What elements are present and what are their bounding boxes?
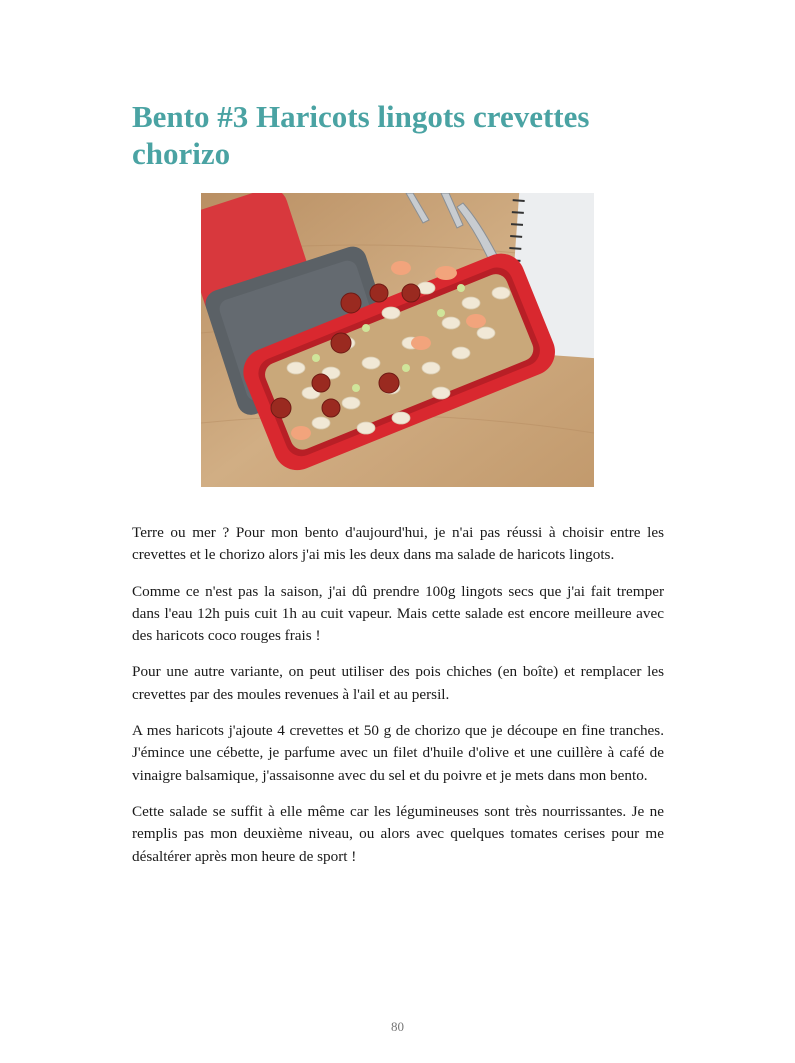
paragraph: Terre ou mer ? Pour mon bento d'aujourd'hui, je n'ai pas réussi à choisir entre les crevettes et le chorizo alors j'ai mis les deux dans ma salade de haricots lingots. xyxy=(132,524,664,564)
paragraph: Comme ce n'est pas la saison, j'ai dû prendre 100g lingots secs que j'ai fait tremper dans l'eau 12h puis cuit 1h au cuit vapeur. Mais cette salade est encore meilleure avec des haricots coco rouges frais ! xyxy=(132,582,664,645)
paragraph: Cette salade se suffit à elle même car les légumineuses sont très nourrissantes. Je ne remplis pas mon deuxième niveau, ou alors avec quelques tomates cerises pour me désaltérer après mon heure de sport ! xyxy=(132,802,664,865)
paragraph: Pour une autre variante, on peut utiliser des pois chiches (en boîte) et remplacer les crevettes par des moules revenues à l'ail et au persil. xyxy=(132,663,664,703)
page-number: 80 xyxy=(391,1019,404,1034)
paragraph: A mes haricots j'ajoute 4 crevettes et 50 g de chorizo que je découpe en fine tranches. J'émince une cébette, je parfume avec un filet d'huile d'olive et une cuillère à café de vinaigre balsamique, j'assaisonne avec du sel et du poivre et je mets dans mon bento. xyxy=(132,722,664,784)
article-body xyxy=(132,522,664,882)
page-title: Bento #3 Haricots lingots crevettes chorizo xyxy=(132,99,590,171)
bento-salad-photo xyxy=(201,193,594,487)
